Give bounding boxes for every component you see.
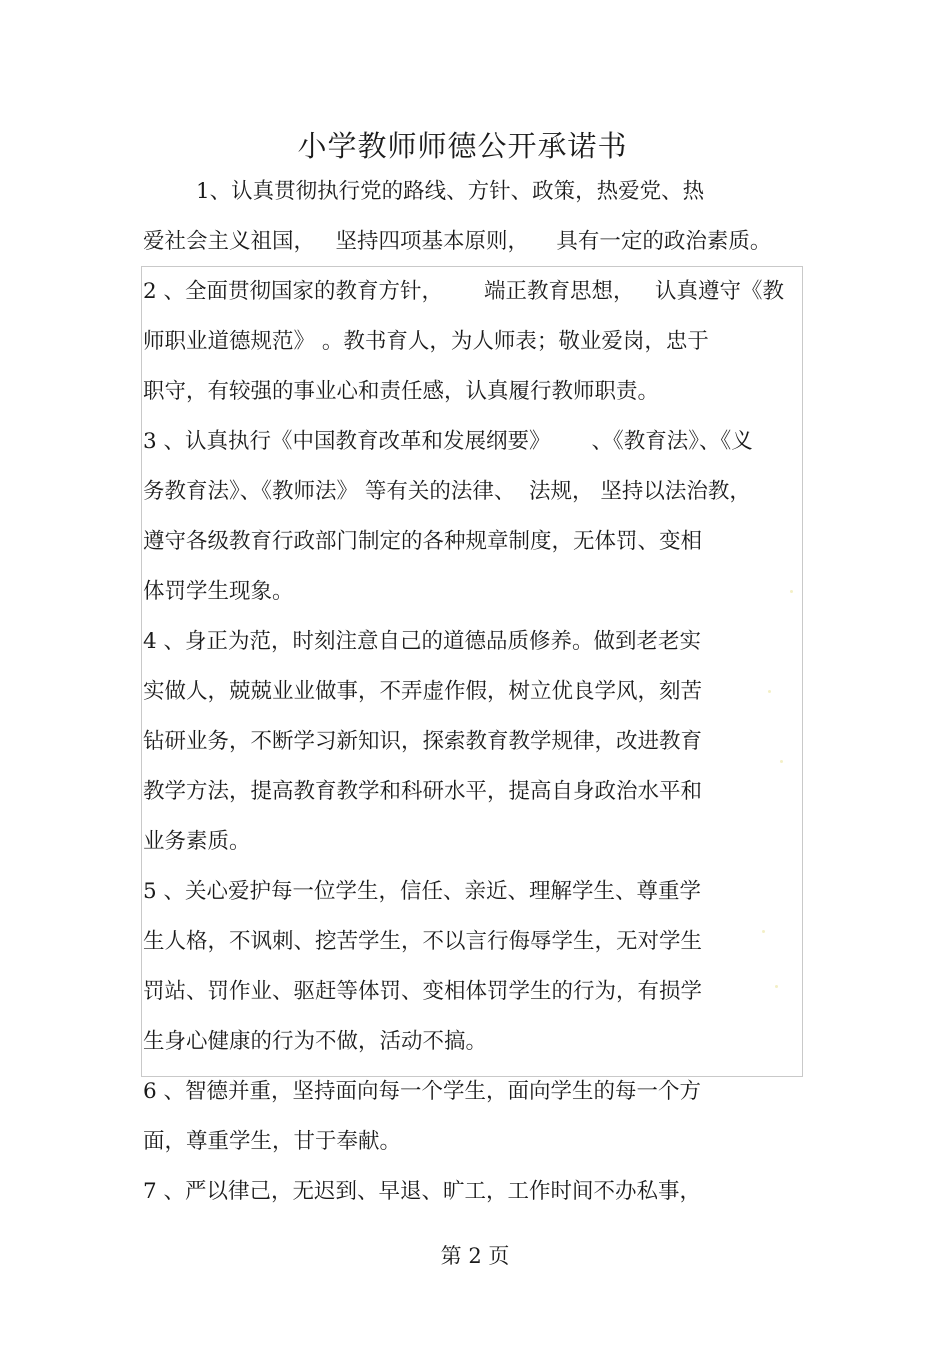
background-speck	[790, 590, 793, 593]
paragraph-line: 遵守各级教育行政部门制定的各种规章制度，无体罚、变相	[143, 529, 703, 554]
paragraph-line: 5 、关心爱护每一位学生，信任、亲近、理解学生、尊重学	[143, 879, 702, 904]
paragraph-line: 生人格，不讽刺、挖苦学生，不以言行侮辱学生，无对学生	[143, 929, 703, 954]
paragraph-line: 罚站、罚作业、驱赶等体罚、变相体罚学生的行为，有损学	[143, 979, 703, 1004]
background-speck	[775, 985, 778, 988]
paragraph-line: 体罚学生现象。	[143, 579, 294, 604]
background-speck	[762, 930, 765, 933]
paragraph-line: 4 、身正为范，时刻注意自己的道德品质修养。做到老老实	[143, 629, 702, 654]
background-speck	[768, 690, 771, 693]
paragraph-line: 职守，有较强的事业心和责任感，认真履行教师职责。	[143, 379, 660, 404]
paragraph-line: 爱社会主义祖国， 坚持四项基本原则， 具有一定的政治素质。	[143, 229, 772, 254]
paragraph-line: 1、认真贯彻执行党的路线、方针、政策，热爱党、热	[196, 179, 705, 204]
page-number: 第 2 页	[440, 1244, 510, 1268]
paragraph-line: 6 、智德并重，坚持面向每一个学生，面向学生的每一个方	[143, 1079, 702, 1104]
paragraph-line: 业务素质。	[143, 829, 251, 854]
document-title: 小学教师师德公开承诺书	[297, 129, 628, 163]
paragraph-line: 教学方法，提高教育教学和科研水平，提高自身政治水平和	[143, 779, 703, 804]
paragraph-line: 师职业道德规范》 。教书育人，为人师表；敬业爱岗，忠于	[143, 329, 709, 354]
paragraph-line: 实做人，兢兢业业做事，不弄虚作假，树立优良学风，刻苦	[143, 679, 703, 704]
paragraph-line: 面，尊重学生，甘于奉献。	[143, 1129, 402, 1154]
paragraph-line: 务教育法》、《教师法》 等有关的法律、 法规， 坚持以法治教，	[143, 479, 751, 504]
paragraph-line: 7 、严以律己，无迟到、早退、旷工，工作时间不办私事，	[143, 1179, 702, 1204]
paragraph-line: 生身心健康的行为不做，活动不搞。	[143, 1029, 488, 1054]
paragraph-line: 3 、认真执行《中国教育改革和发展纲要》 、《教育法》、《义	[143, 429, 753, 454]
paragraph-line: 钻研业务，不断学习新知识，探索教育教学规律，改进教育	[143, 729, 703, 754]
paragraph-line: 2 、全面贯彻国家的教育方针， 端正教育思想， 认真遵守《教	[143, 279, 785, 304]
background-speck	[780, 760, 783, 763]
